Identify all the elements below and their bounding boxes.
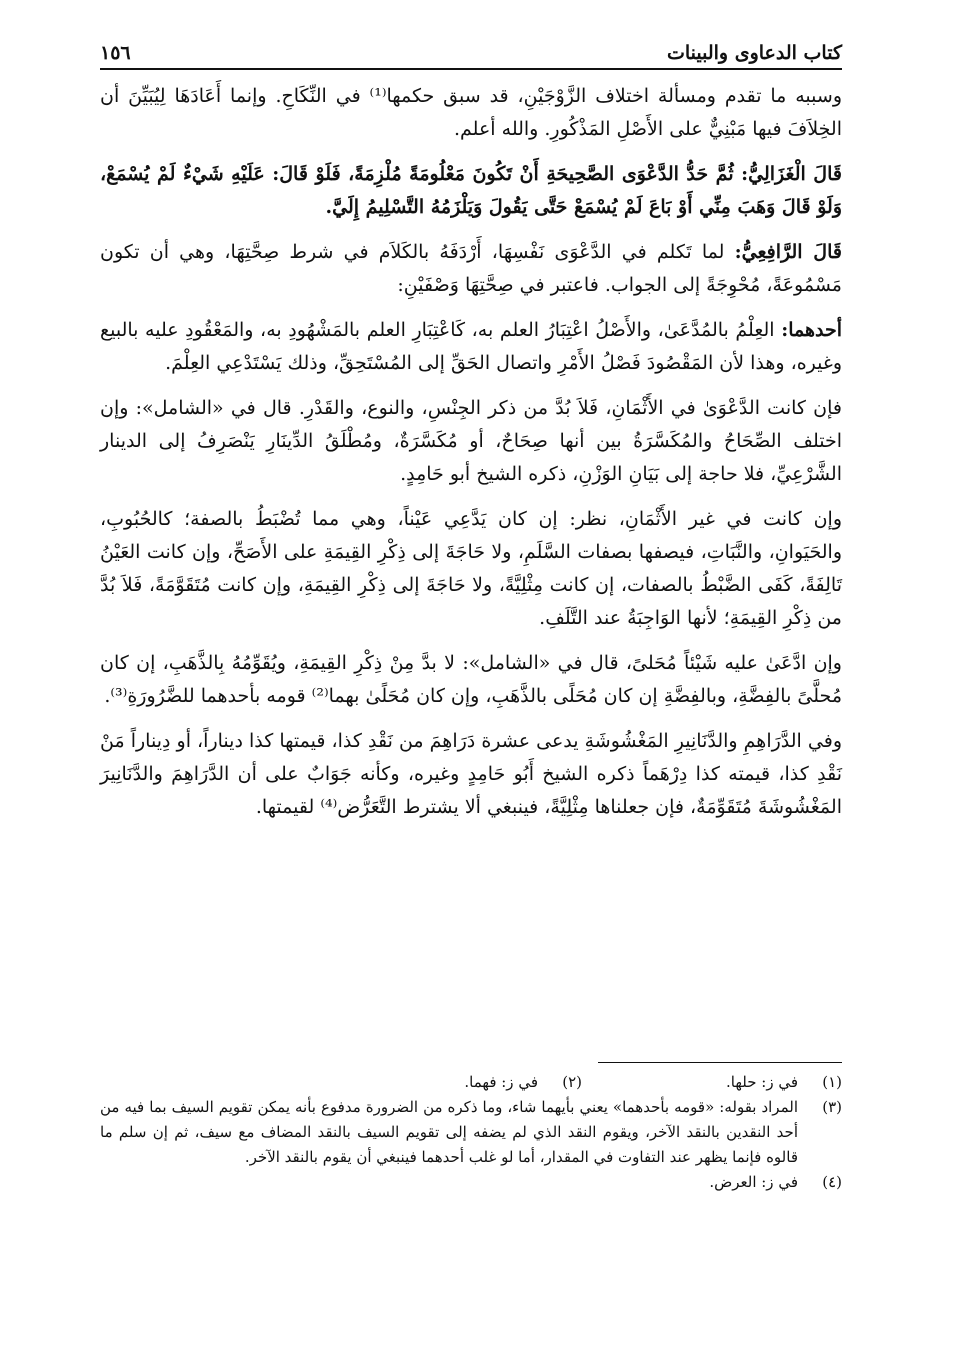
paragraph-ghazali bbox=[100, 158, 842, 224]
footnote-3 bbox=[100, 1095, 842, 1170]
footnote-text: في ز: حلها. bbox=[726, 1073, 798, 1091]
paragraph-rafii bbox=[100, 236, 842, 302]
paragraph-text: وإن كانت في غير الأَثْمَانِ، نظر: إن كان يَدَّعِي عَيْناً، وهي مما تُضْبَطُ بالصفة؛ كالحُبُوبِ، والحَيَوانِ، والنَّبَاتِ، فيصفها بصفات السَّلَمِ، ولا حَاجَةَ إلى ذِكْرِ القِيمَةِ على الأَصَحِّ، وإن كانت العَيْنُ تَالِفَةً، كَفَى الضَّبْطُ بالصفات، إن كانت مِثْلِيَّةً، ولا حَاجَةَ إلى ذِكْرِ القِيمَةِ، وإن كانت مُتَقَوَّمَةً، فَلاَ بُدَّ من ذِكْرِ القِيمَةِ؛ لأنها الوَاجِبَةُ عند التَّلَفِ. bbox=[100, 508, 842, 629]
footnote-number: (٣) bbox=[822, 1098, 842, 1116]
footnote-2 bbox=[322, 1070, 582, 1095]
footnote-number: (١) bbox=[822, 1073, 842, 1091]
page-header bbox=[100, 30, 842, 64]
paragraph-adorned bbox=[100, 647, 842, 713]
footnote-number: (٢) bbox=[562, 1073, 582, 1091]
paragraph-text: ثُمَّ حَدُّ الدَّعْوَى الصَّحِيحَةِ أَنْ تَكُونَ مَعْلُومَةً مُلْزِمَةً، فَلَوْ قَالَ: عَلَيْهِ شَيْءٌ لَمْ يُسْمَعْ، وَلَوْ قَالَ وَهَبَ مِنِّي أَوْ بَاعَ لَمْ يُسْمَعْ حَتَّى يَقُولَ وَيَلْزَمُهُ التَّسْلِيمُ إِلَيَّ. bbox=[100, 163, 842, 218]
footnote-4 bbox=[100, 1170, 842, 1195]
paragraph-lead: أحدهما: bbox=[781, 319, 842, 341]
paragraph-1 bbox=[100, 80, 842, 146]
paragraph-lead: قَالَ الْغَزَالِيُّ: bbox=[741, 163, 842, 185]
paragraph-text: وفي الدَّرَاهِمِ والدَّنَانِيرِ المَغْشُوشَةِ يدعى عشرة دَرَاهِمَ من نَقْدِ كذا، قيمتها كذا ديناراً، أو دِيناراً مَنْ نَقْدِ كذا، قيمته كذا دِرْهَماً ذكره الشيخ أَبُو حَامِدٍ وغيره، وكأنه جَوَابٌ على أن الدَّرَاهِمَ والدَّنَانِيرَ المَغْشُوشَةَ مُتَقَوِّمَةٌ، فإن جعلناها مِثْلِيَّةً، فينبغي ألا يشترط التَّعَرُّض⁽⁴⁾ لقيمتها. bbox=[100, 730, 842, 818]
footnote-text: في ز: فهما. bbox=[464, 1073, 538, 1091]
page-number: ١٥٦ bbox=[100, 42, 131, 64]
footnote-number: (٤) bbox=[822, 1173, 842, 1191]
footnote-text: المراد بقوله: «قومه بأحدهما» يعني بأيهما شاء، وما ذكره من الضرورة مدفوع بأنه يمكن تقويم السيف بما فيه من أحد النقدين بالنقد الآخر، ويقوم النقد الذي لم يضفه إلى تقويم السيف بالنقد المضاف مع سيف، ثم إن سلم ما قالوه فإنما يظهر عند التفاوت في المقدار، أما لو غلب أحدهما فينبغي أن يقوم بالنقد الآخر. bbox=[100, 1098, 798, 1166]
paragraph-text: وسببه ما تقدم ومسألة اختلاف الزَّوْجَيْنِ، قد سبق حكمها⁽¹⁾ في النِّكَاحِ. وإنما أَعَادَهَا لِيُبَيِّنَ أن الخِلاَفَ فيها مَبْنِيٌّ على الأَصْلِ المَذْكُورِ. والله أعلم. bbox=[100, 85, 842, 140]
footnote-text: في ز: العرض. bbox=[709, 1173, 798, 1191]
header-rule bbox=[100, 68, 842, 70]
paragraph-first-condition bbox=[100, 314, 842, 380]
paragraph-text: لما تَكلم في الدَّعْوَى نَفْسِهَا، أَرْدَفَهُ بالكَلاَم في شرط صِحَّتِهَا، وهي أن تكون مَسْمُوعَةً، مُحْوِجَةً إلى الجواب. فاعتبر في صِحَّتِهَا وَصْفَيْنِ: bbox=[100, 241, 842, 296]
paragraph-non-prices bbox=[100, 503, 842, 635]
paragraph-adulterated bbox=[100, 725, 842, 824]
footnote-1 bbox=[582, 1070, 842, 1095]
book-title: كتاب الدعاوى والبينات bbox=[666, 42, 842, 64]
paragraph-text: فإن كانت الدَّعْوَىٰ في الأَثْمَانِ، فَلاَ بُدَّ من ذكر الجِنْسِ، والنوع، والقَدْرِ. قال في «الشامل»: وإن اختلف الصِّحَاحُ والمُكَسَّرَةُ بين أنها صِحَاحٌ، أو مُكَسَّرَةٌ، ومُطْلَقُ الدِّينَارِ يَنْصَرِفُ إلى الدينار الشَّرْعِيِّ، فلا حاجة إلى بَيَانِ الوَزْنِ، ذكره الشيخ أبو حَامِدٍ. bbox=[100, 397, 842, 485]
main-text bbox=[100, 80, 842, 836]
paragraph-prices bbox=[100, 392, 842, 491]
paragraph-lead: قَالَ الرَّافِعِيُّ: bbox=[734, 241, 842, 263]
paragraph-text: العِلْمُ بالمُدَّعَىٰ، والأَصْلُ اعْتِبَارُ العلم به، كَاعْتِبَارِ العلم بالمَشْهُودِ به، والمَعْقُودِ عليه بالبيع وغيره، وهذا لأن المَقْصُودَ فَصْلُ الأَمْرِ واتصال الحَقِّ إلى المُسْتَحِقِّ، وذلك يَسْتَدْعِي العِلْمَ. bbox=[100, 319, 842, 374]
footnote-rule bbox=[598, 1062, 842, 1063]
footnote-row-1-2 bbox=[100, 1070, 842, 1095]
footnotes bbox=[100, 1070, 842, 1195]
paragraph-text: وإن ادَّعَىٰ عليه شَيْئاً مُحَلىً، قال في «الشامل»: لا بدَّ مِنْ ذِكْرِ القِيمَةِ، ويُقَوِّمُهُ بِالذَّهَبِ، إن كان مُحلَّىً بالفِضَّةِ، وبالفِضَّةِ إن كان مُحَلًى بالذَّهَبِ، وإن كان مُحَلًىٰ بهما⁽²⁾ قومه بأحدهما للضَّرُورَةِ⁽³⁾. bbox=[100, 652, 842, 707]
